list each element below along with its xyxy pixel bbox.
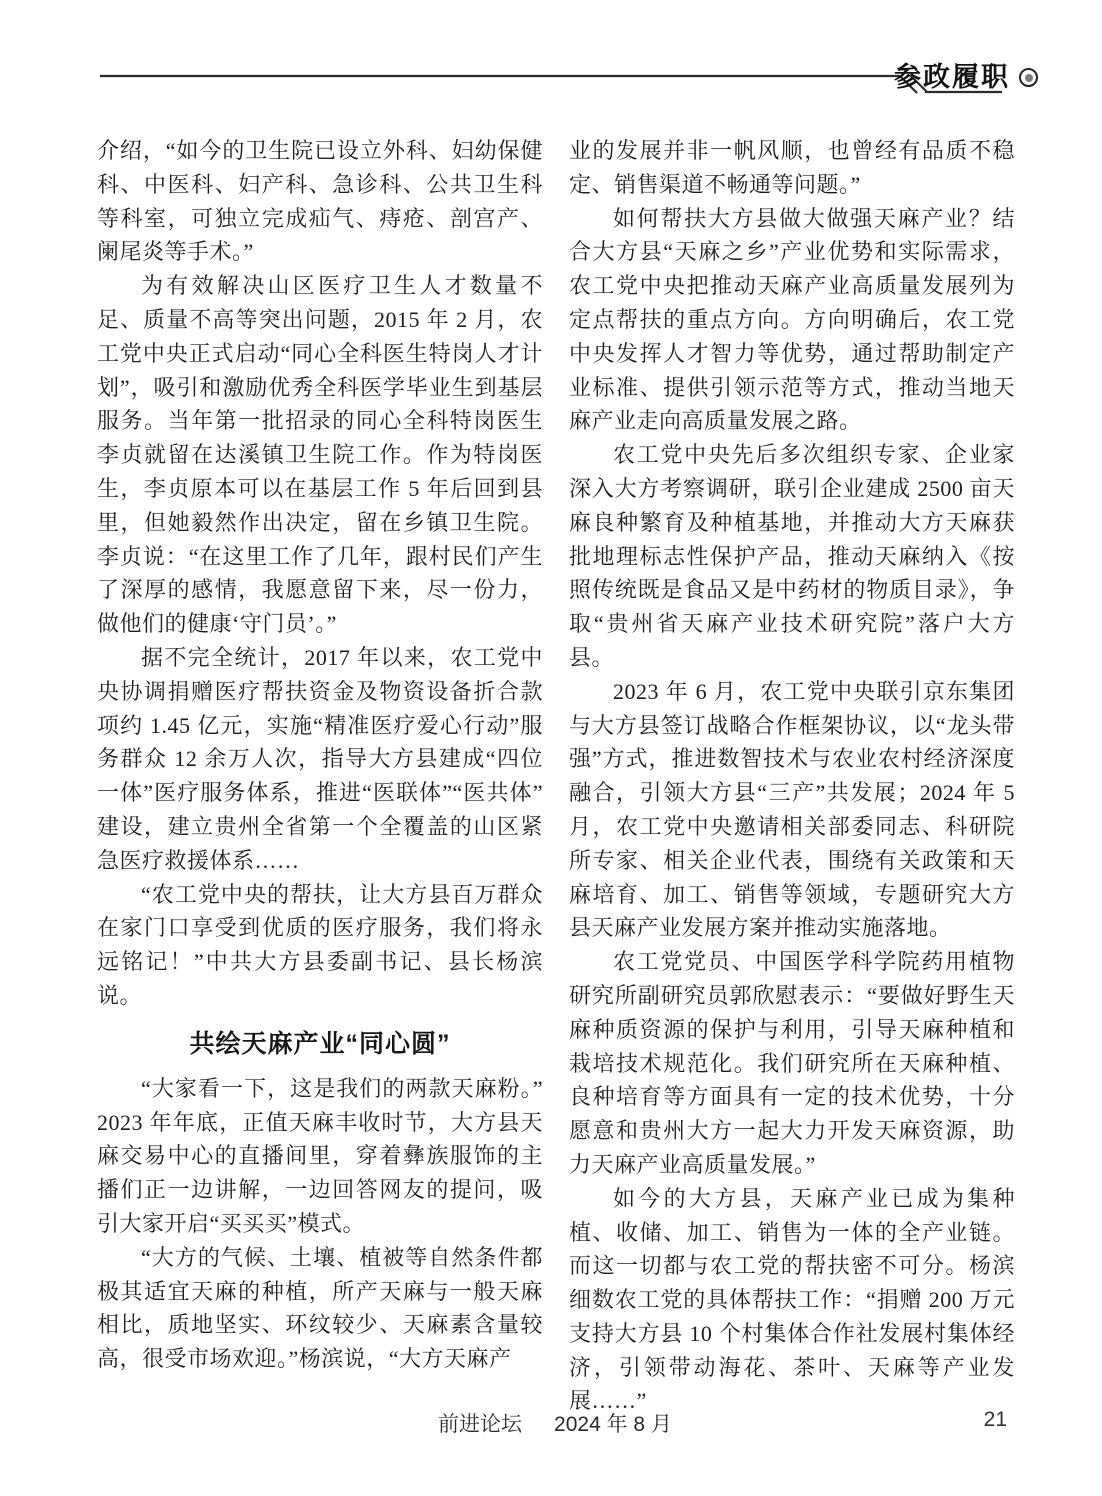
target-icon xyxy=(1019,68,1038,87)
journal-name: 前进论坛 xyxy=(438,1413,523,1436)
header-right xyxy=(894,64,1038,91)
page-footer xyxy=(97,1408,1013,1438)
right-column xyxy=(569,134,1015,1418)
body-paragraph: 2023 年 6 月，农工党中央联引京东集团与大方县签订战略合作框架协议，以“龙头带强”方式，推进数智技术与农业农村经济深度融合，引领大方县“三产”共发展；2024 年 5 月，农工党中央邀请相关部委同志、科研院所专家、相关企业代表，围绕有关政策和天麻培育、加工、销售等领域，专题研究大方县天麻产业发展方案并推动实施落地。 xyxy=(569,678,1015,941)
body-paragraph: 据不完全统计，2017 年以来，农工党中央协调捐赠医疗帮扶资金及物资设备折合款项约 1.45 亿元，实施“精准医疗爱心行动”服务群众 12 余万人次，指导大方县建成“四位一体”医疗服务体系，推进“医联体”“医共体”建设，建立贵州全省第一个全覆盖的山区紧急医疗救援体系…… xyxy=(97,644,543,873)
body-paragraph: 业的发展并非一帆风顺，也曾经有品质不稳定、销售渠道不畅通等问题。” xyxy=(569,138,1015,197)
body-paragraph: 农工党中央先后多次组织专家、企业家深入大方考察调研，联引企业建成 2500 亩天麻良种繁育及种植基地，并推动大方天麻获批地理标志性保护产品，推动天麻纳入《按照传统既是食品又是中药材的物质目录》，争取“贵州省天麻产业技术研究院”落户大方县。 xyxy=(569,442,1015,670)
body-paragraph: “农工党中央的帮扶，让大方县百万群众在家门口享受到优质的医疗服务，我们将永远铭记！”中共大方县委副书记、县长杨滨说。 xyxy=(97,881,543,1008)
body-paragraph: 如今的大方县，天麻产业已成为集种植、收储、加工、销售为一体的全产业链。而这一切都与农工党的帮扶密不可分。杨滨细数农工党的具体帮扶工作：“捐赠 200 万元支持大方县 10 个村集体合作社发展村集体经济，引领带动海花、茶叶、天麻等产业发展……” xyxy=(569,1185,1015,1414)
body-paragraph: 为有效解决山区医疗卫生人才数量不足、质量不高等突出问题，2015 年 2 月，农工党中央正式启动“同心全科医生特岗人才计划”，吸引和激励优秀全科医学毕业生到基层服务。当年第一批招录的同心全科特岗医生李贞就留在达溪镇卫生院工作。作为特岗医生，李贞原本可以在基层工作 5 年后回到县里，但她毅然作出决定，留在乡镇卫生院。李贞说：“在这里工作了几年，跟村民们产生了深厚的感情，我愿意留下来，尽一份力，做他们的健康‘守门员’。” xyxy=(97,273,543,637)
body-paragraph: 介绍，“如今的卫生院已设立外科、妇幼保健科、中医科、妇产科、急诊科、公共卫生科等科室，可独立完成疝气、痔疮、剖宫产、阑尾炎等手术。” xyxy=(97,138,543,265)
section-label: 参政履职 xyxy=(894,62,1010,92)
target-icon-dot xyxy=(1025,74,1033,82)
left-column xyxy=(97,134,543,1418)
section-heading: 共绘天麻产业“同心圆” xyxy=(189,1029,451,1058)
article-body xyxy=(97,134,1015,1418)
page-header xyxy=(100,52,1040,98)
footer-center xyxy=(97,1408,1013,1438)
body-paragraph: “大方的气候、土壤、植被等自然条件都极其适宜天麻的种植，所产天麻与一般天麻相比，质地坚实、环纹较少、天麻素含量较高，很受市场欢迎。”杨滨说，“大方天麻产 xyxy=(97,1244,543,1372)
body-paragraph: 农工党党员、中国医学科学院药用植物研究所副研究员郭欣慰表示：“要做好野生天麻种质资源的保护与利用，引导天麻种植和栽培技术规范化。我们研究所在天麻种植、良种培育等方面具有一定的技术优势，十分愿意和贵州大方一起大力开发天麻资源，助力天麻产业高质量发展。” xyxy=(569,949,1015,1177)
issue-date: 2024 年 8 月 xyxy=(554,1413,672,1436)
body-paragraph: “大家看一下，这是我们的两款天麻粉。”2023 年年底，正值天麻丰收时节，大方县天麻交易中心的直播间里，穿着彝族服饰的主播们正一边讲解，一边回答网友的提问，吸引大家开启“买买买”模式。 xyxy=(97,1075,543,1236)
page-number: 21 xyxy=(983,1408,1007,1431)
body-paragraph: 如何帮扶大方县做大做强天麻产业？结合大方县“天麻之乡”产业优势和实际需求，农工党中央把推动天麻产业高质量发展列为定点帮扶的重点方向。方向明确后，农工党中央发挥人才智力等优势，通过帮助制定产业标准、提供引领示范等方式，推动当地天麻产业走向高质量发展之路。 xyxy=(569,205,1015,434)
